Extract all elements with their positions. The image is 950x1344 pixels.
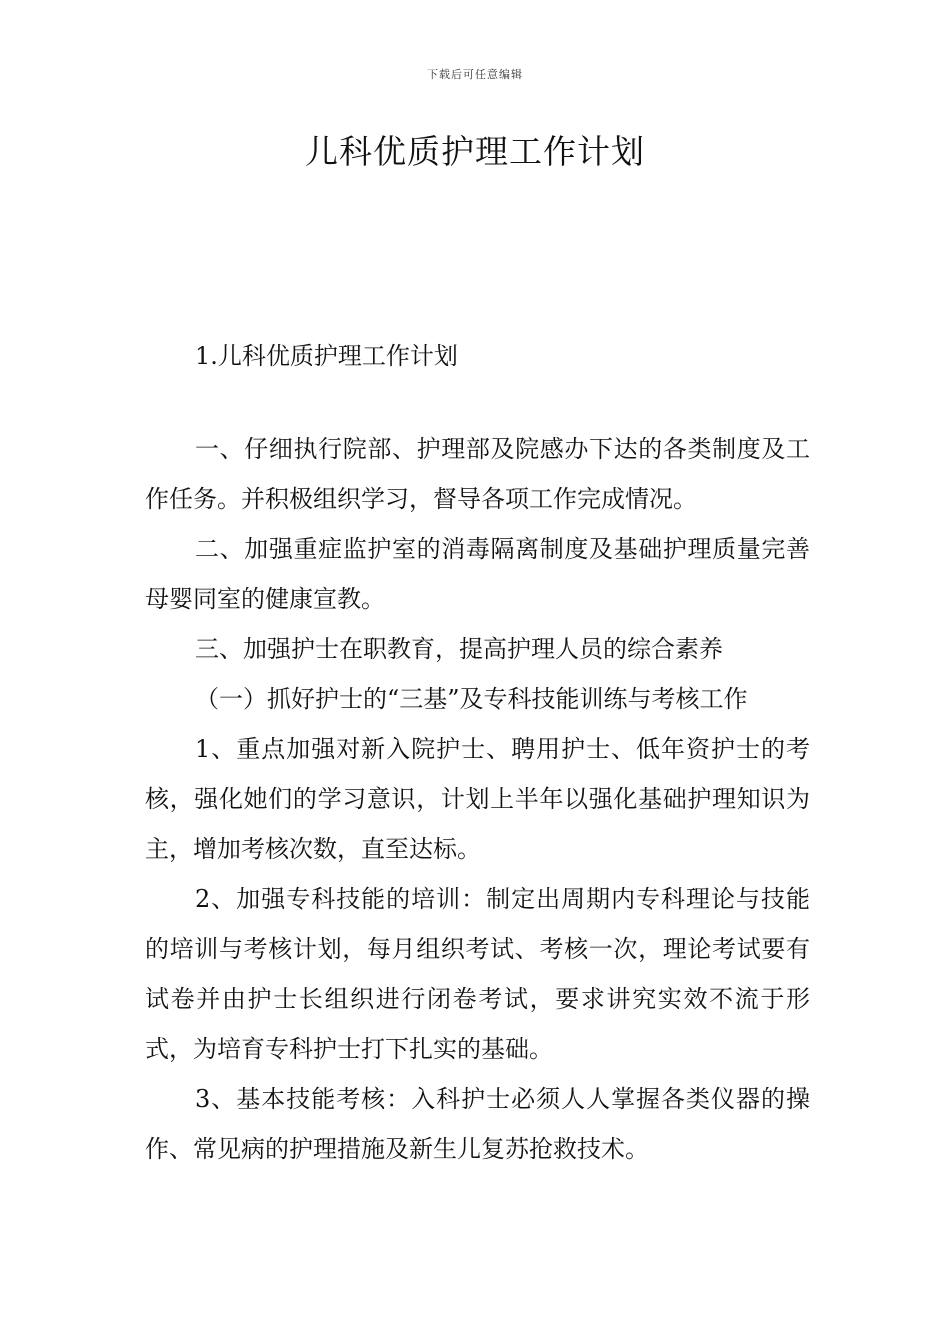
document-title: 儿科优质护理工作计划 xyxy=(305,132,645,171)
paragraph-1: 一、仔细执行院部、护理部及院感办下达的各类制度及工作任务。并积极组织学习，督导各项工作完成情况。 xyxy=(145,435,810,513)
paragraph-4: （一）抓好护士的“三基”及专科技能训练与考核工作 xyxy=(195,685,748,713)
document-body xyxy=(145,424,810,1174)
paragraph-7: 3、基本技能考核：入科护士必须人人掌握各类仪器的操作、常见病的护理措施及新生儿复苏抢救技术。 xyxy=(145,1085,810,1163)
section-subheading: 1.儿科优质护理工作计划 xyxy=(195,342,458,370)
paragraph-3: 三、加强护士在职教育，提高护理人员的综合素养 xyxy=(195,635,723,663)
paragraph-5: 1、重点加强对新入院护士、聘用护士、低年资护士的考核，强化她们的学习意识，计划上半年以强化基础护理知识为主，增加考核次数，直至达标。 xyxy=(145,735,810,863)
header-note: 下载后可任意编辑 xyxy=(427,68,523,81)
paragraph-2: 二、加强重症监护室的消毒隔离制度及基础护理质量完善母婴同室的健康宣教。 xyxy=(145,535,810,613)
paragraph-6: 2、加强专科技能的培训：制定出周期内专科理论与技能的培训与考核计划，每月组织考试、考核一次，理论考试要有试卷并由护士长组织进行闭卷考试，要求讲究实效不流于形式，为培育专科护士打下扎实的基础。 xyxy=(145,885,810,1063)
